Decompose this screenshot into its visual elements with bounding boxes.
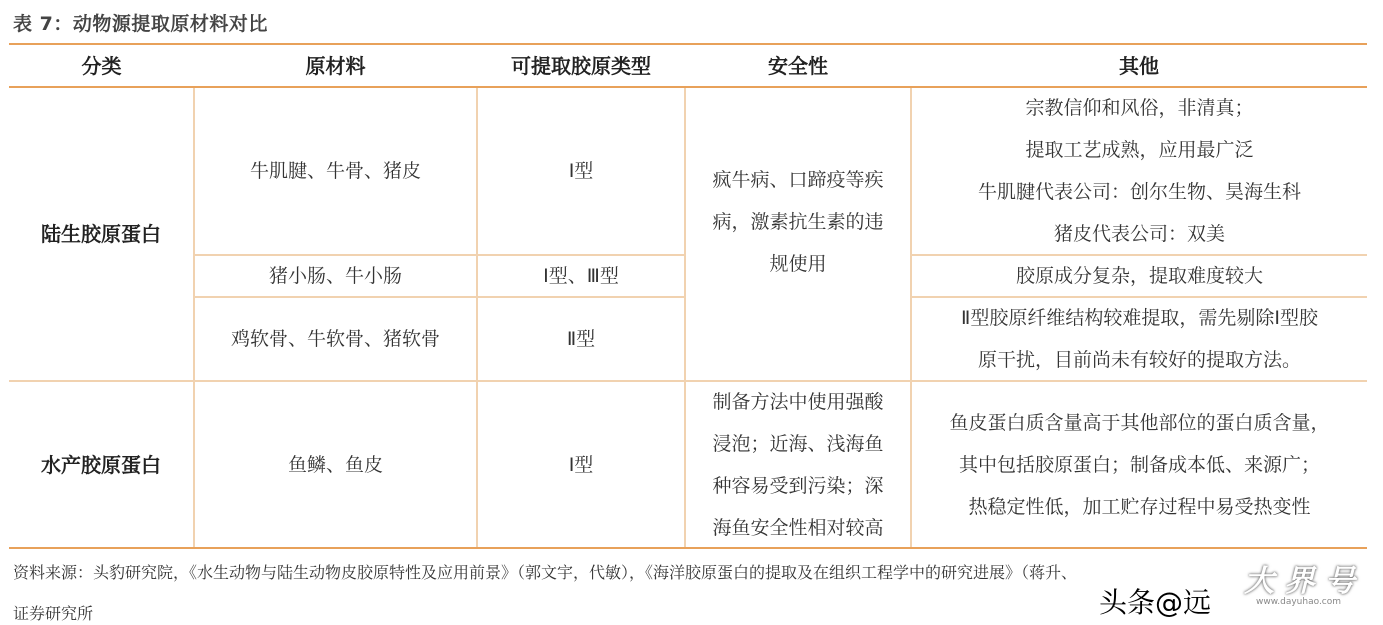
safety-line: 病，激素抗生素的违 — [712, 211, 884, 233]
header-category: 分类 — [81, 53, 122, 78]
material-cell: 猪小肠、牛小肠 — [268, 265, 402, 287]
other-cell — [912, 382, 1367, 547]
type-cell: Ⅱ型 — [566, 328, 596, 350]
other-line: Ⅱ型胶原纤维结构较难提取，需先剔除Ⅰ型胶 — [961, 307, 1318, 329]
other-line: 宗教信仰和风俗，非清真； — [1025, 97, 1254, 119]
watermark-text: 头条@远 — [1099, 586, 1212, 619]
other-line: 牛肌腱代表公司：创尔生物、昊海生科 — [977, 181, 1301, 203]
other-cell: 胶原成分复杂，提取难度较大 — [1015, 265, 1263, 287]
safety-line: 规使用 — [769, 253, 827, 275]
safety-cell-land — [686, 88, 910, 380]
safety-line: 疯牛病、口蹄疫等疾 — [712, 169, 884, 191]
safety-line: 浸泡；近海、浅海鱼 — [712, 432, 884, 455]
safety-line: 海鱼安全性相对较高 — [712, 516, 884, 539]
safety-line: 制备方法中使用强酸 — [712, 390, 884, 413]
watermark-url: www.dayuhao.com — [1256, 597, 1342, 607]
type-cell: Ⅰ型 — [568, 453, 594, 476]
other-line: 猪皮代表公司：双美 — [1053, 223, 1225, 245]
material-cell: 鱼鳞、鱼皮 — [287, 453, 383, 476]
table-title: 表 7：动物源提取原材料对比 — [13, 13, 268, 35]
other-line: 提取工艺成熟，应用最广泛 — [1025, 139, 1254, 161]
bottom-rule — [9, 547, 1367, 549]
other-line: 鱼皮蛋白质含量高于其他部位的蛋白质含量， — [949, 411, 1330, 434]
other-cell — [912, 88, 1367, 254]
material-cell: 鸡软骨、牛软骨、猪软骨 — [230, 328, 440, 350]
source-note-continued: 证券研究所 — [13, 604, 94, 623]
header-other: 其他 — [1119, 53, 1159, 78]
header-material: 原材料 — [305, 53, 366, 78]
category-aqua: 水产胶原蛋白 — [41, 452, 161, 477]
category-land: 陆生胶原蛋白 — [41, 222, 161, 246]
type-cell: Ⅰ型 — [568, 160, 594, 182]
safety-line: 种容易受到污染；深 — [712, 474, 884, 497]
other-line: 热稳定性低，加工贮存过程中易受热变性 — [968, 495, 1311, 518]
type-cell: Ⅰ型、Ⅲ型 — [543, 265, 619, 287]
other-line: 原干扰，目前尚未有较好的提取方法。 — [977, 349, 1301, 371]
safety-cell-aqua — [686, 382, 910, 547]
other-cell — [912, 298, 1367, 380]
other-line: 其中包括胶原蛋白；制备成本低、来源广； — [958, 453, 1320, 476]
watermark-logo: 大 界 号 — [1244, 564, 1355, 599]
source-note: 资料来源：头豹研究院，《水生动物与陆生动物皮胶原特性及应用前景》（郭文宇，代敏），《海洋胶原蛋白的提取及在组织工程学中的研究进展》（蒋升、 — [13, 563, 1078, 582]
header-safety: 安全性 — [768, 53, 828, 78]
material-cell: 牛肌腱、牛骨、猪皮 — [249, 160, 421, 182]
header-collagen-type: 可提取胶原类型 — [511, 53, 651, 78]
